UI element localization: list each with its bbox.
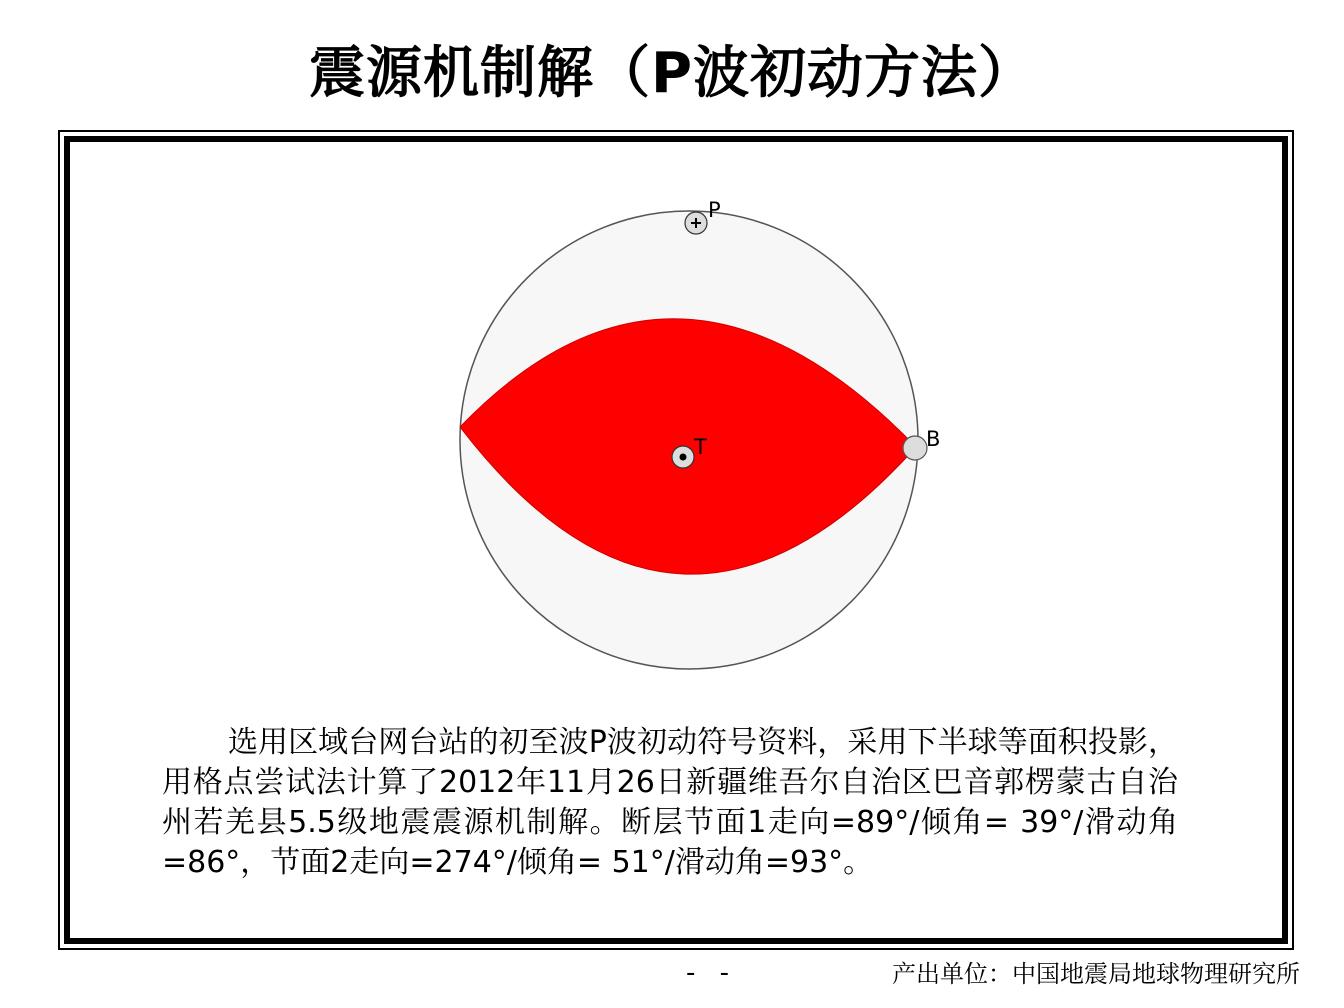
b-axis-label: B [926, 427, 940, 451]
focal-mechanism-beachball [440, 195, 940, 685]
t-axis-label: T [694, 435, 707, 459]
producer-credit: 产出单位：中国地震局地球物理研究所 [892, 960, 1300, 988]
page-title: 震源机制解（P波初动方法） [308, 41, 1036, 106]
dot-icon [680, 454, 687, 461]
p-axis-label: P [708, 198, 721, 222]
page-number-mark: - - [686, 958, 738, 988]
mechanism-description: 选用区域台网台站的初至波P波初动符号资料，采用下半球等面积投影，用格点尝试法计算了2012年11月26日新疆维吾尔自治区巴音郭楞蒙古自治州若羌县5.5级地震震源机制解。断层节面1走向=89°/倾角= 39°/滑动角=86°，节面2走向=274°/倾角= 51°/滑动角=93°。 [162, 725, 1178, 880]
b-axis-circle-icon [903, 436, 927, 460]
